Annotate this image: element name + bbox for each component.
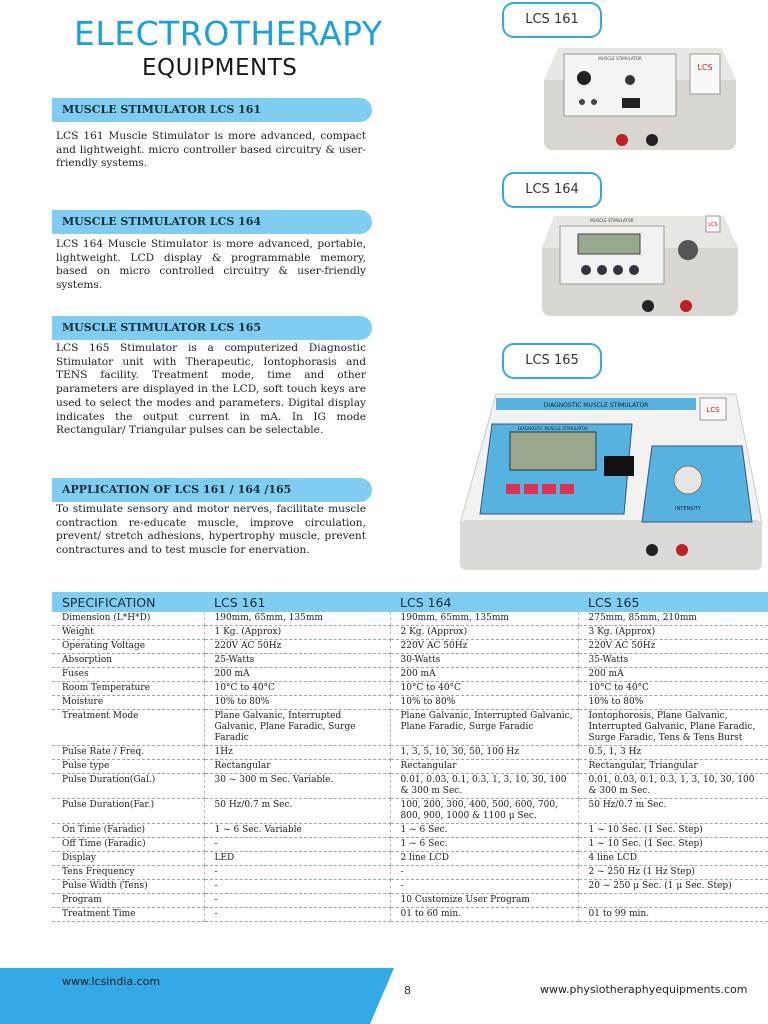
- row-label: Weight: [52, 626, 204, 640]
- product-label-lcs161: LCS 161: [502, 2, 602, 38]
- table-row: [52, 908, 768, 922]
- section-text-lcs164: LCS 164 Muscle Stimulator is more advanced, portable, lightweight. LCD display & programmable memory, based on micro controlled circuitry & user-friendly systems.: [56, 238, 366, 292]
- device-image-lcs161: [540, 40, 740, 156]
- table-body: [52, 612, 768, 922]
- table-cell: 50 Hz/0.7 m Sec.: [204, 799, 390, 824]
- table-cell: 30 ~ 300 m Sec. Variable.: [204, 774, 390, 799]
- table-header-row: [52, 592, 768, 612]
- table-cell: 2 line LCD: [390, 852, 578, 866]
- table-cell: 10°C to 40°C: [390, 682, 578, 696]
- row-label: Pulse Rate / Freq.: [52, 746, 204, 760]
- table-cell: 30-Watts: [390, 654, 578, 668]
- table-cell: 1, 3, 5, 10, 30, 50, 100 Hz: [390, 746, 578, 760]
- table-cell: 35-Watts: [578, 654, 768, 668]
- table-cell: Iontophorosis, Plane Galvanic, Interrupted Galvanic, Plane Faradic, Surge Faradic, Tens & Tens Burst: [578, 710, 768, 746]
- table-cell: 0.5, 1, 3 Hz: [578, 746, 768, 760]
- table-cell: 4 line LCD: [578, 852, 768, 866]
- row-label: Off Time (Faradic): [52, 838, 204, 852]
- table-cell: Rectangular, Triangular: [578, 760, 768, 774]
- table-row: [52, 894, 768, 908]
- product-label-lcs165: LCS 165: [502, 343, 602, 379]
- table-cell: 190mm, 65mm, 135mm: [204, 612, 390, 626]
- table-cell: 20 ~ 250 μ Sec. (1 μ Sec. Step): [578, 880, 768, 894]
- table-cell: 2 Kg. (Approx): [390, 626, 578, 640]
- table-cell: 0.01, 0.03, 0.1, 0.3, 1, 3, 10, 30, 100 & 300 m Sec.: [578, 774, 768, 799]
- column-header: LCS 165: [578, 592, 768, 612]
- table-cell: 1 ~ 10 Sec. (1 Sec. Step): [578, 824, 768, 838]
- lcd-title-lcs165: DIAGNOSTIC MUSCLE STIMULATOR: [518, 426, 588, 431]
- row-label: Treatment Mode: [52, 710, 204, 746]
- footer-website-left[interactable]: www.lcsindia.com: [62, 975, 161, 988]
- table-cell: -: [204, 894, 390, 908]
- page-title: ELECTROTHERAPY: [74, 14, 383, 53]
- device-image-lcs164: [538, 210, 742, 320]
- knob-label-lcs165: INTENSITY: [675, 506, 701, 512]
- table-cell: Plane Galvanic, Interrupted Galvanic, Plane Faradic, Surge Faradic: [204, 710, 390, 746]
- table-cell: 25-Watts: [204, 654, 390, 668]
- brand-badge-lcs165: LCS: [706, 406, 720, 414]
- brand-badge-lcs164: LCS: [708, 222, 718, 228]
- table-row: [52, 866, 768, 880]
- table-cell: Rectangular: [204, 760, 390, 774]
- table-cell: 0.01, 0.03, 0.1, 0.3, 1, 3, 10, 30, 100 & 300 m Sec.: [390, 774, 578, 799]
- table-cell: 1 ~ 6 Sec. Variable: [204, 824, 390, 838]
- table-row: [52, 640, 768, 654]
- table-cell: 10°C to 40°C: [578, 682, 768, 696]
- table-cell: 200 mA: [204, 668, 390, 682]
- row-label: Pulse Width (Tens): [52, 880, 204, 894]
- table-cell: [578, 894, 768, 908]
- table-cell: 220V AC 50Hz: [578, 640, 768, 654]
- column-header: LCS 161: [204, 592, 390, 612]
- brand-badge-lcs161: LCS: [697, 63, 713, 72]
- table-cell: 220V AC 50Hz: [390, 640, 578, 654]
- table-row: [52, 852, 768, 866]
- table-cell: 01 to 99 min.: [578, 908, 768, 922]
- row-label: Moisture: [52, 696, 204, 710]
- table-cell: 190mm, 65mm, 135mm: [390, 612, 578, 626]
- table-cell: 3 Kg. (Approx): [578, 626, 768, 640]
- table-cell: 10 Customize User Program: [390, 894, 578, 908]
- table-cell: 1 ~ 10 Sec. (1 Sec. Step): [578, 838, 768, 852]
- table-cell: 10% to 80%: [390, 696, 578, 710]
- led-display-icon: [604, 456, 634, 476]
- table-row: [52, 838, 768, 852]
- page-number: 8: [404, 984, 411, 997]
- row-label: Absorption: [52, 654, 204, 668]
- table-cell: 01 to 60 min.: [390, 908, 578, 922]
- table-row: [52, 774, 768, 799]
- row-label: Display: [52, 852, 204, 866]
- device-title-lcs165: DIAGNOSTIC MUSCLE STIMULATOR: [543, 402, 649, 409]
- lcd-display-icon: [578, 234, 640, 254]
- row-label: Fuses: [52, 668, 204, 682]
- column-header: SPECIFICATION: [52, 592, 204, 612]
- table-cell: -: [204, 838, 390, 852]
- device-title-lcs164: MUSCLE STIMULATOR: [590, 218, 634, 223]
- table-row: [52, 799, 768, 824]
- table-cell: 100, 200, 300, 400, 500, 600, 700, 800, 900, 1000 & 1100 μ Sec.: [390, 799, 578, 824]
- table-cell: 50 Hz/0.7 m Sec.: [578, 799, 768, 824]
- section-text-application: To stimulate sensory and motor nerves, facilitate muscle contraction re-educate muscle, improve circulation, prevent/ stretch adhesions, hypertrophy muscle, prevent contractures and to test muscle for enervation.: [56, 503, 366, 557]
- knob-icon: [674, 466, 702, 494]
- table-cell: LED: [204, 852, 390, 866]
- table-cell: 1 ~ 6 Sec.: [390, 838, 578, 852]
- table-cell: 10% to 80%: [578, 696, 768, 710]
- table-row: [52, 668, 768, 682]
- row-label: Pulse Duration(Far.): [52, 799, 204, 824]
- table-cell: -: [204, 880, 390, 894]
- section-heading-lcs165: MUSCLE STIMULATOR LCS 165: [52, 316, 372, 340]
- row-label: On Time (Faradic): [52, 824, 204, 838]
- row-label: Pulse type: [52, 760, 204, 774]
- section-heading-lcs161: MUSCLE STIMULATOR LCS 161: [52, 98, 372, 122]
- table-cell: Plane Galvanic, Interrupted Galvanic, Plane Faradic, Surge Faradic: [390, 710, 578, 746]
- row-label: Operating Voltage: [52, 640, 204, 654]
- column-header: LCS 164: [390, 592, 578, 612]
- table-cell: 275mm, 85mm, 210mm: [578, 612, 768, 626]
- table-cell: 2 ~ 250 Hz (1 Hz Step): [578, 866, 768, 880]
- table-row: [52, 696, 768, 710]
- knob-icon: [625, 75, 635, 85]
- section-text-lcs161: LCS 161 Muscle Stimulator is more advanced, compact and lightweight. micro controller based circuitry & user-friendly systems.: [56, 130, 366, 170]
- table-cell: 1 Kg. (Approx): [204, 626, 390, 640]
- row-label: Treatment Time: [52, 908, 204, 922]
- row-label: Room Temperature: [52, 682, 204, 696]
- knob-icon: [577, 71, 591, 85]
- table-row: [52, 612, 768, 626]
- row-label: Pulse Duration(Gal.): [52, 774, 204, 799]
- table-row: [52, 654, 768, 668]
- table-cell: -: [204, 908, 390, 922]
- row-label: Program: [52, 894, 204, 908]
- footer-website-right[interactable]: www.physiotheraphyequipments.com: [540, 983, 748, 996]
- product-label-lcs164: LCS 164: [502, 172, 602, 208]
- knob-icon: [678, 240, 698, 260]
- device-title-lcs161: MUSCLE STIMULATOR: [598, 56, 642, 61]
- table-row: [52, 760, 768, 774]
- table-row: [52, 746, 768, 760]
- section-heading-lcs164: MUSCLE STIMULATOR LCS 164: [52, 210, 372, 234]
- table-cell: -: [390, 866, 578, 880]
- table-row: [52, 682, 768, 696]
- section-heading-application: APPLICATION OF LCS 161 / 164 /165: [52, 478, 372, 502]
- lcd-display-icon: [510, 432, 596, 470]
- table-cell: 220V AC 50Hz: [204, 640, 390, 654]
- table-cell: 1Hz: [204, 746, 390, 760]
- table-row: [52, 710, 768, 746]
- table-row: [52, 880, 768, 894]
- section-text-lcs165: LCS 165 Stimulator is a computerized Diagnostic Stimulator unit with Therapeutic, Iontophorasis and TENS facility. Treatment mode, time and other parameters are displayed in the LCD, soft touch keys are used to select the modes and parameters. Digital display indicates the output current in mA. In IG mode Rectangular/ Triangular pulses can be selectable.: [56, 342, 366, 437]
- table-cell: -: [204, 866, 390, 880]
- table-row: [52, 824, 768, 838]
- table-cell: -: [390, 880, 578, 894]
- table-cell: 10°C to 40°C: [204, 682, 390, 696]
- row-label: Dimension (L*H*D): [52, 612, 204, 626]
- table-cell: 200 mA: [390, 668, 578, 682]
- table-row: [52, 626, 768, 640]
- table-cell: Rectangular: [390, 760, 578, 774]
- page-subtitle: EQUIPMENTS: [142, 55, 298, 81]
- table-cell: 10% to 80%: [204, 696, 390, 710]
- device-image-lcs165: [456, 384, 766, 574]
- table-cell: 200 mA: [578, 668, 768, 682]
- row-label: Tens Frequency: [52, 866, 204, 880]
- table-cell: 1 ~ 6 Sec.: [390, 824, 578, 838]
- led-display-icon: [622, 98, 640, 108]
- specification-table: [52, 592, 768, 922]
